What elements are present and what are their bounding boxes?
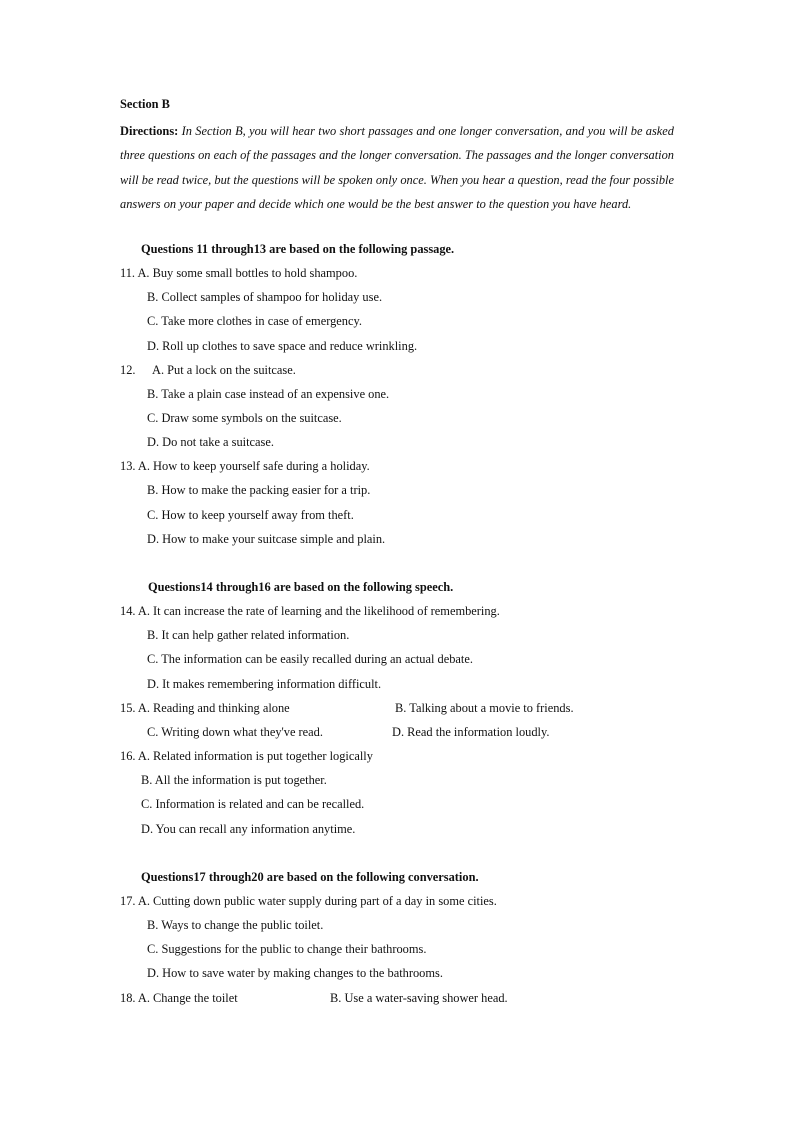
directions-paragraph [120,119,674,216]
q13-option-c: C. How to keep yourself away from theft. [147,508,354,522]
q18-option-b: B. Use a water-saving shower head. [330,991,508,1005]
q16-option-c: C. Information is related and can be recalled. [141,797,365,811]
q13-option-d: D. How to make your suitcase simple and plain. [147,532,386,546]
q11-option-d: D. Roll up clothes to save space and reduce wrinkling. [147,339,418,353]
q16-option-b: B. All the information is put together. [141,773,327,787]
q15-option-a: 15. A. Reading and thinking alone [120,701,290,715]
q11-option-c: C. Take more clothes in case of emergency. [147,314,362,328]
q17-option-a: 17. A. Cutting down public water supply during part of a day in some cities. [120,894,497,908]
q15-option-d: D. Read the information loudly. [392,725,550,739]
q14-option-c: C. The information can be easily recalled during an actual debate. [147,652,473,666]
q11-option-a: 11. A. Buy some small bottles to hold shampoo. [120,266,358,280]
directions-label: Directions: [120,124,179,138]
q14-option-a: 14. A. It can increase the rate of learning and the likelihood of remembering. [120,604,500,618]
q15-option-c: C. Writing down what they've read. [147,725,323,739]
q15-option-b: B. Talking about a movie to friends. [395,701,574,715]
q18-option-a: 18. A. Change the toilet [120,991,238,1005]
q12-option-a: A. Put a lock on the suitcase. [152,363,296,377]
directions-text: In Section B, you will hear two short passages and one longer conversation, and you will be asked three questions on each of the passages and the longer conversation. The passages and the longer conversation will be read twice, but the questions will be spoken only once. When you hear a question, read the four possible answers on your paper and decide which one would be the best answer to the question you have heard. [120,124,674,211]
q16-option-a: 16. A. Related information is put together logically [120,749,373,763]
q12-option-d: D. Do not take a suitcase. [147,435,274,449]
q17-option-b: B. Ways to change the public toilet. [147,918,324,932]
q11-option-b: B. Collect samples of shampoo for holiday use. [147,290,383,304]
q13-option-a: 13. A. How to keep yourself safe during a holiday. [120,459,370,473]
q12-number: 12. [120,363,136,377]
q14-option-d: D. It makes remembering information difficult. [147,677,382,691]
q17-option-d: D. How to save water by making changes to the bathrooms. [147,966,443,980]
group3-heading: Questions17 through20 are based on the following conversation. [141,870,479,884]
group1-heading: Questions 11 through13 are based on the following passage. [141,242,455,256]
q12-option-c: C. Draw some symbols on the suitcase. [147,411,342,425]
q17-option-c: C. Suggestions for the public to change their bathrooms. [147,942,427,956]
q16-option-d: D. You can recall any information anytime. [141,822,356,836]
group2-heading: Questions14 through16 are based on the following speech. [148,580,454,594]
q14-option-b: B. It can help gather related information. [147,628,350,642]
q13-option-b: B. How to make the packing easier for a trip. [147,483,371,497]
section-title: Section B [120,97,170,111]
q12-option-b: B. Take a plain case instead of an expensive one. [147,387,390,401]
